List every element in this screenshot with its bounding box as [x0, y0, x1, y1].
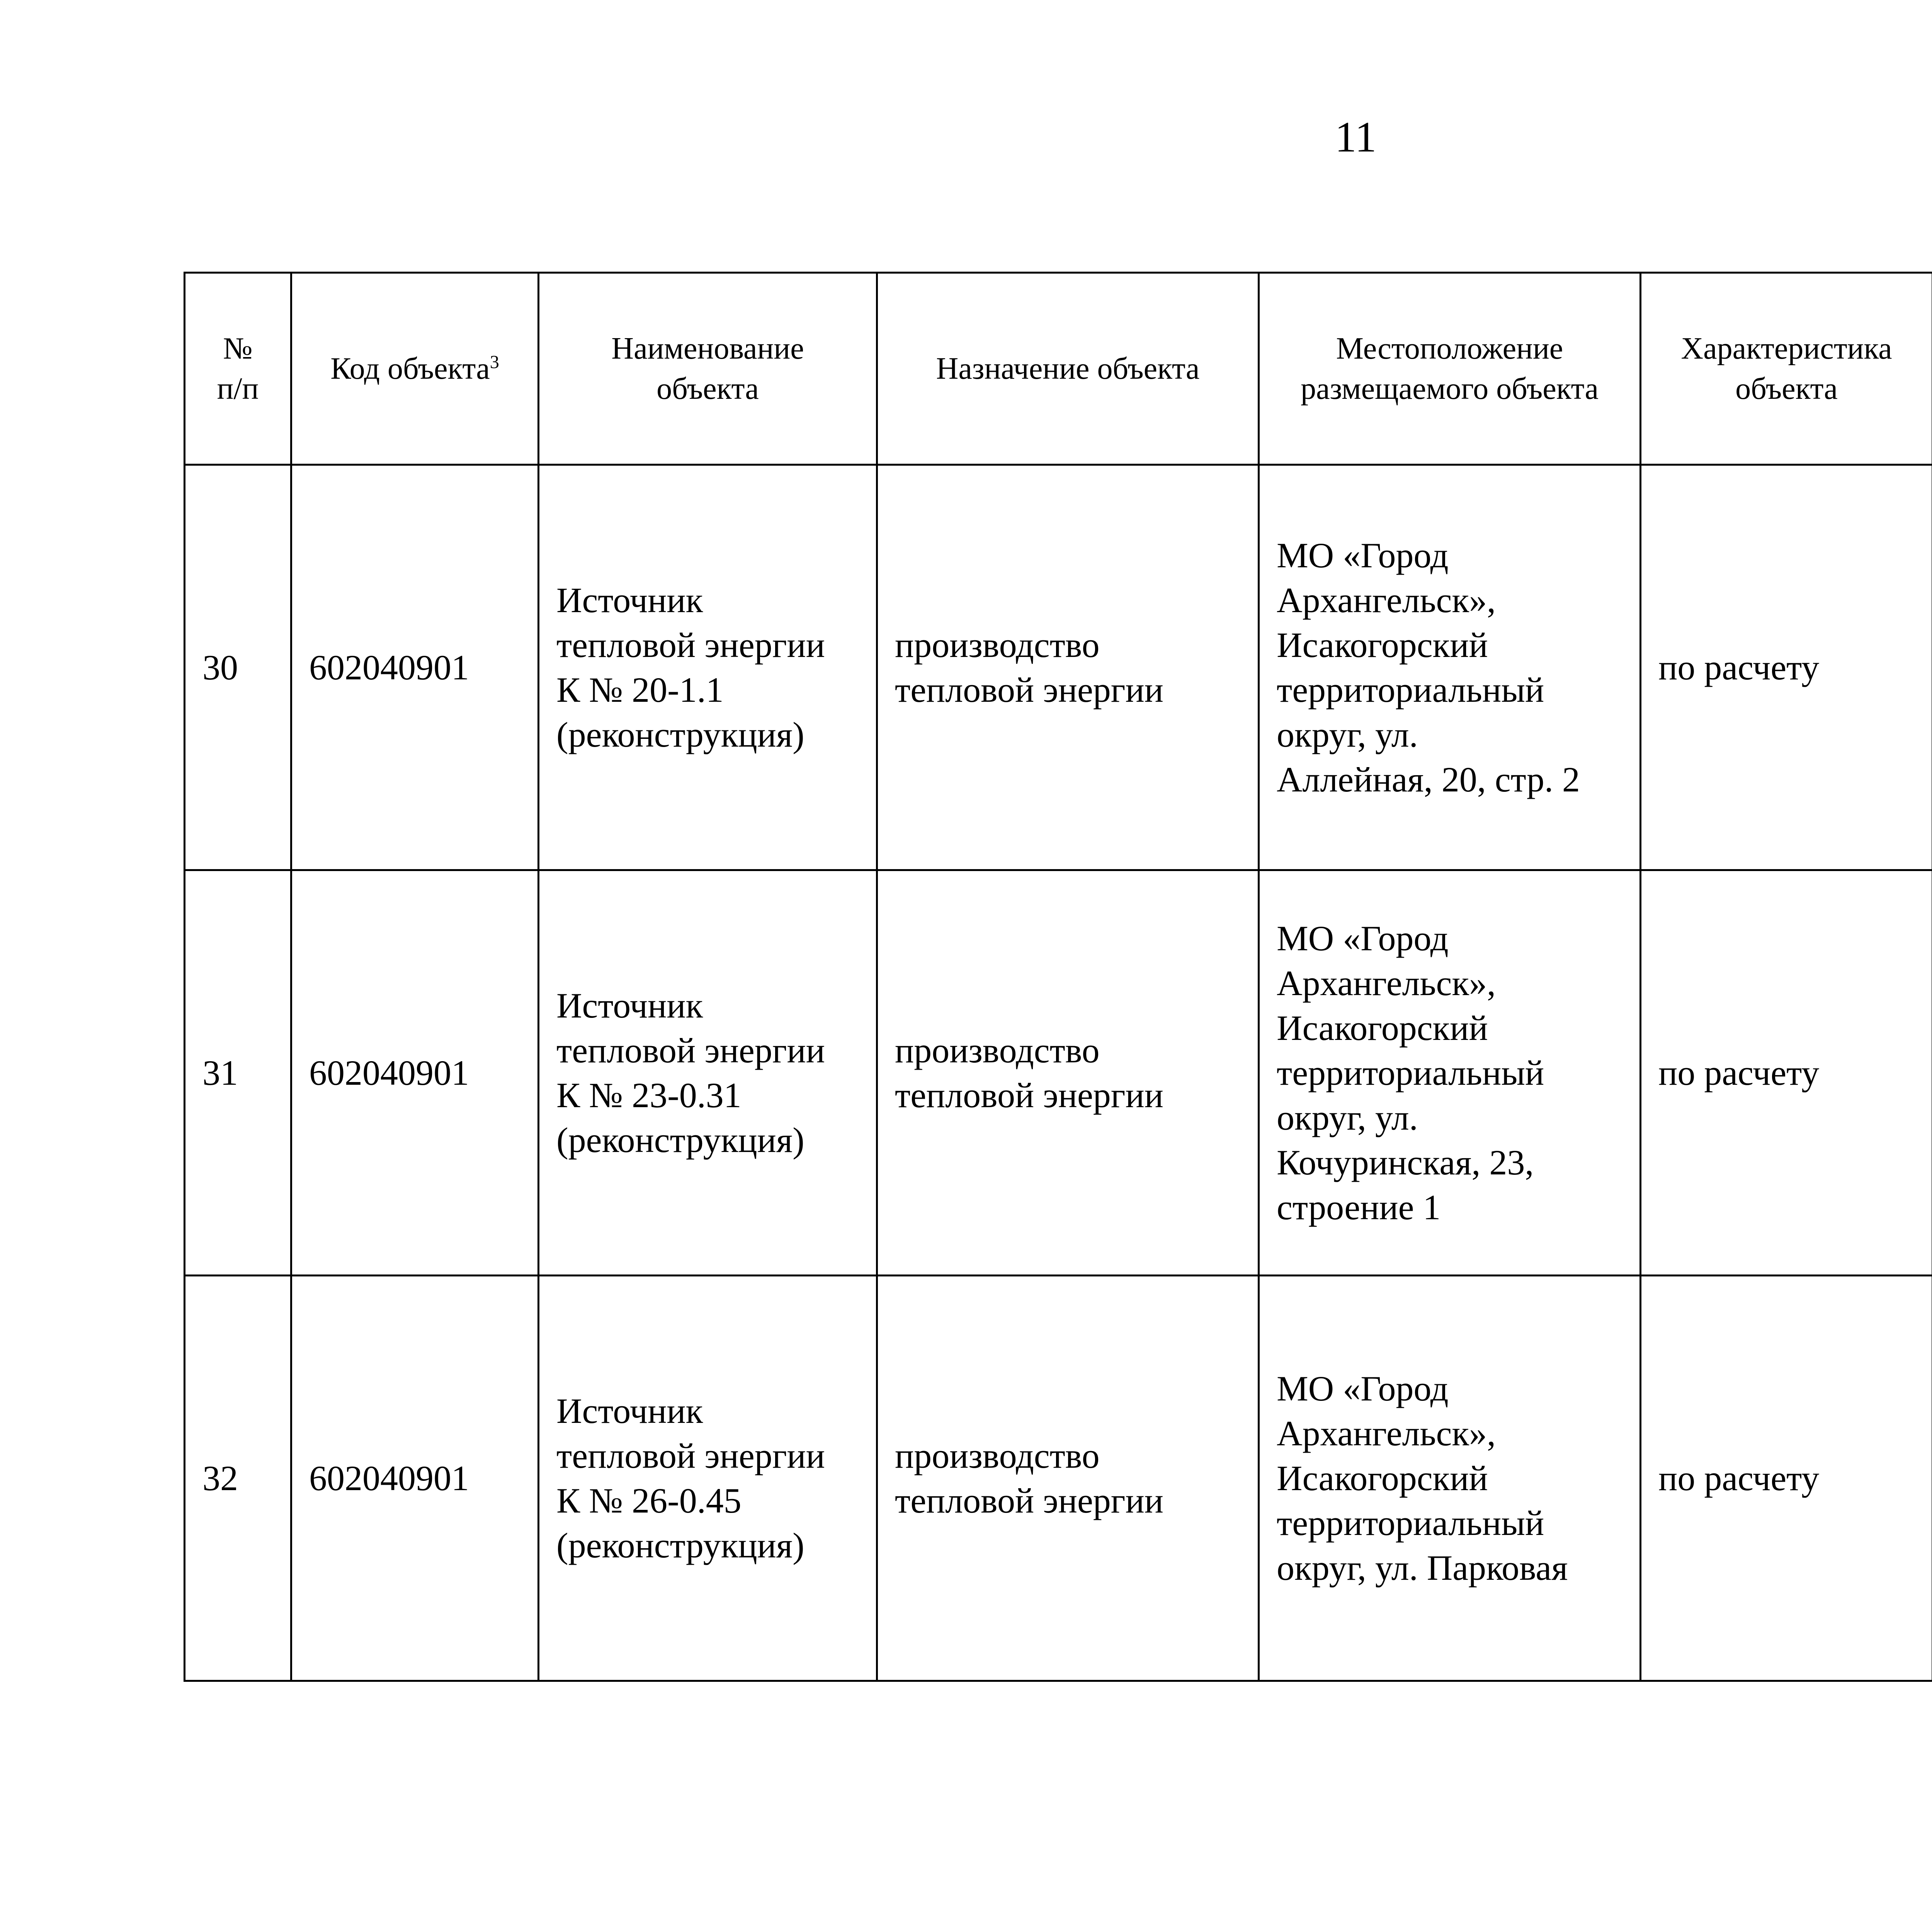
cell-num: 30: [185, 465, 291, 870]
cell-purpose: производство тепловой энергии: [877, 870, 1259, 1276]
objects-table: [184, 272, 1932, 1682]
cell-code: 602040901: [291, 1276, 539, 1681]
header-purpose: Назначение объекта: [877, 273, 1259, 465]
cell-characteristic: по расчету: [1641, 870, 1932, 1276]
cell-code: 602040901: [291, 465, 539, 870]
table-row: [185, 1276, 1932, 1681]
table-row: [185, 465, 1932, 870]
table-row: [185, 870, 1932, 1276]
page-number: 11: [1335, 113, 1377, 161]
cell-location: МО «Город Архангельск», Исакогорский территориальный округ, ул. Кочуринская, 23, строение 1: [1259, 870, 1641, 1276]
header-code: Код объекта$^3$: [291, 273, 539, 465]
cell-code: 602040901: [291, 870, 539, 1276]
cell-name: Источник тепловой энергии К № 23-0.31 (реконструкция): [539, 870, 877, 1276]
cell-name: Источник тепловой энергии К № 20-1.1 (реконструкция): [539, 465, 877, 870]
footnote-marker: 3: [490, 352, 499, 373]
header-name: Наименование объекта: [539, 273, 877, 465]
table-header-row: [185, 273, 1932, 465]
cell-num: 32: [185, 1276, 291, 1681]
cell-name: Источник тепловой энергии К № 26-0.45 (реконструкция): [539, 1276, 877, 1681]
cell-characteristic: по расчету: [1641, 1276, 1932, 1681]
header-characteristic: Характеристика объекта: [1641, 273, 1932, 465]
cell-purpose: производство тепловой энергии: [877, 465, 1259, 870]
cell-location: МО «Город Архангельск», Исакогорский территориальный округ, ул. Парковая: [1259, 1276, 1641, 1681]
cell-purpose: производство тепловой энергии: [877, 1276, 1259, 1681]
cell-num: 31: [185, 870, 291, 1276]
cell-characteristic: по расчету: [1641, 465, 1932, 870]
header-num: № п/п: [185, 273, 291, 465]
cell-location: МО «Город Архангельск», Исакогорский территориальный округ, ул. Аллейная, 20, стр. 2: [1259, 465, 1641, 870]
header-location: Местоположение размещаемого объекта: [1259, 273, 1641, 465]
